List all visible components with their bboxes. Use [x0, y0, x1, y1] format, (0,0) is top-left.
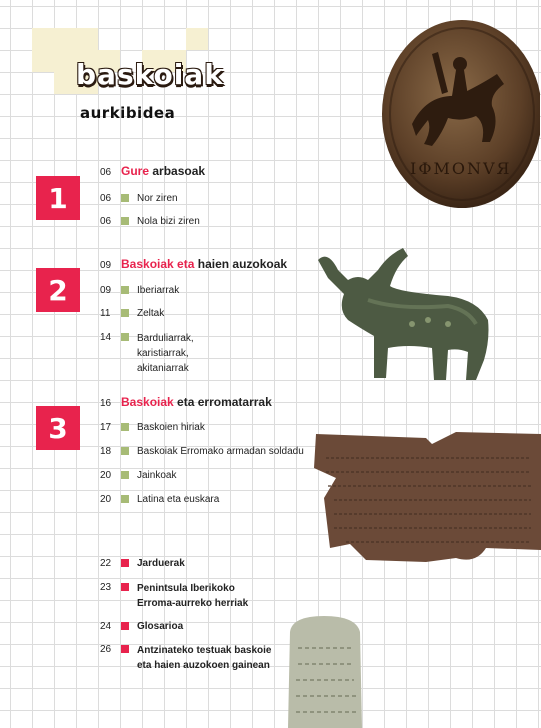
- page-number: 24: [100, 621, 112, 632]
- heading-highlight: Baskoiak: [121, 395, 174, 409]
- item-label: Baskoiak Erromako armadan soldadu: [137, 446, 304, 457]
- heading-text: haien auzokoak: [197, 257, 288, 271]
- bullet-square: [121, 471, 129, 479]
- toc-backmatter-item[interactable]: [100, 581, 248, 611]
- section-2-badge: 2: [36, 268, 80, 312]
- bronze-bull-figurine-image: [308, 240, 498, 390]
- item-label: Antzinateko testuak baskoie eta haien auzokoen gainean: [137, 645, 272, 671]
- page-number: 18: [100, 446, 112, 457]
- toc-backmatter-item[interactable]: [100, 643, 271, 673]
- item-label: Baskoien hiriak: [137, 422, 205, 433]
- heading-text: arbasoak: [152, 164, 206, 178]
- toc-item[interactable]: [100, 192, 178, 205]
- toc-item[interactable]: [100, 307, 164, 320]
- toc-backmatter-item[interactable]: [100, 620, 183, 633]
- toc-heading-3[interactable]: [100, 396, 272, 410]
- bullet-square: [121, 286, 129, 294]
- page-number: 20: [100, 470, 112, 481]
- item-label: Penintsula Iberikoko Erroma-aurreko herriak: [137, 583, 249, 609]
- heading-text: eta erromatarrak: [177, 395, 272, 409]
- bullet-square: [121, 645, 129, 653]
- section-1-badge: 1: [36, 176, 80, 220]
- item-label: Nola bizi ziren: [137, 216, 200, 227]
- page-subtitle: aurkibidea: [80, 104, 176, 122]
- item-label: Latina eta euskara: [137, 494, 220, 505]
- coin-inscription: IΦMONVЯ: [410, 159, 512, 178]
- item-label: Iberiarrak: [137, 285, 180, 296]
- toc-item[interactable]: [100, 284, 179, 297]
- bullet-square: [121, 333, 129, 341]
- page-number: 16: [100, 398, 112, 409]
- item-label: Barduliarrak, karistiarrak, akitaniarrak: [137, 333, 194, 374]
- ancient-coin-image: [372, 14, 540, 210]
- bullet-square: [121, 194, 129, 202]
- heading-highlight: Baskoiak eta: [121, 257, 195, 271]
- page-number: 06: [100, 216, 112, 227]
- bronze-inscribed-tablet-image: [306, 428, 541, 566]
- item-label: Glosarioa: [137, 621, 184, 632]
- stone-stele-image: [282, 612, 368, 728]
- page-number: 09: [100, 285, 112, 296]
- page-number: 20: [100, 494, 112, 505]
- page-number: 06: [100, 193, 112, 204]
- bullet-square: [121, 559, 129, 567]
- bullet-square: [121, 423, 129, 431]
- section-3-badge: 3: [36, 406, 80, 450]
- item-label: Nor ziren: [137, 193, 178, 204]
- toc-backmatter-item[interactable]: [100, 557, 185, 570]
- toc-item[interactable]: [100, 215, 200, 228]
- toc-item[interactable]: [100, 331, 194, 376]
- page-title: baskoiak: [76, 58, 224, 91]
- toc-heading-2[interactable]: [100, 258, 287, 272]
- page-number: 09: [100, 260, 112, 271]
- page-number: 26: [100, 644, 112, 655]
- page-number: 22: [100, 558, 112, 569]
- page-number: 23: [100, 582, 112, 593]
- toc-item[interactable]: [100, 469, 176, 482]
- page-number: 17: [100, 422, 112, 433]
- bullet-square: [121, 309, 129, 317]
- item-label: Jainkoak: [137, 470, 177, 481]
- item-label: Zeltak: [137, 308, 165, 319]
- bullet-square: [121, 447, 129, 455]
- toc-item[interactable]: [100, 493, 219, 506]
- page-number: 11: [100, 308, 111, 319]
- title-backdrop-square: [186, 28, 208, 50]
- bullet-square: [121, 495, 129, 503]
- bullet-square: [121, 217, 129, 225]
- page-number: 06: [100, 167, 112, 178]
- page-number: 14: [100, 332, 112, 343]
- bullet-square: [121, 583, 129, 591]
- heading-highlight: Gure: [121, 164, 150, 178]
- item-label: Jarduerak: [137, 558, 185, 569]
- toc-item[interactable]: [100, 445, 304, 458]
- toc-heading-1[interactable]: [100, 165, 205, 179]
- bullet-square: [121, 622, 129, 630]
- toc-item[interactable]: [100, 421, 205, 434]
